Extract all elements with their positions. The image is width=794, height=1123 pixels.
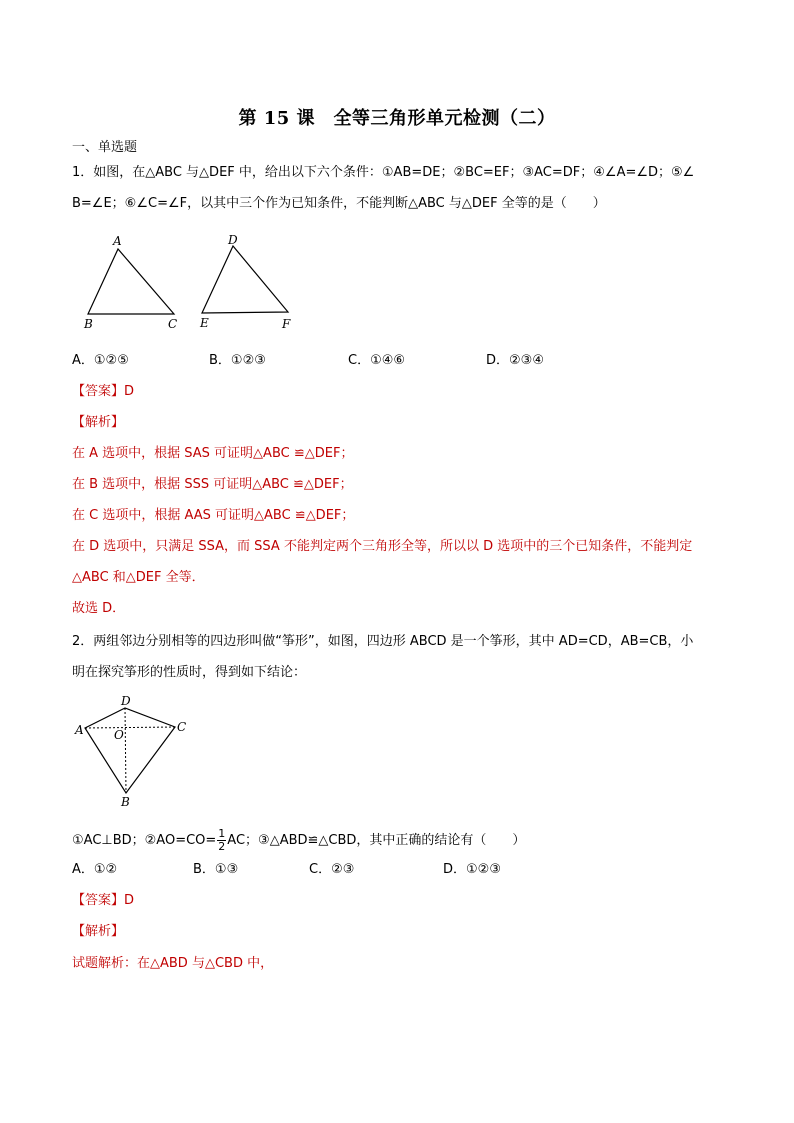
q1-option-a: A．①②⑤ [72,353,129,368]
q1-option-d: D．②③④ [486,353,544,368]
diagonal-bd [125,708,126,793]
q2-option-a: A．①② [72,862,118,877]
q2-stem-line2: 明在探究筝形的性质时，得到如下结论： [72,665,307,680]
fraction-one-half [217,828,226,853]
page-title: 第 15 课 全等三角形单元检测（二） [238,108,556,129]
label-a: A [113,234,122,248]
q1-analysis-line3: 在 C 选项中，根据 AAS 可证明△ABC ≌△DEF； [72,508,355,523]
triangle-abc [88,249,174,314]
diagonal-ac [85,727,175,728]
q2-conclusions [72,823,732,859]
q1-analysis-line4: 在 D 选项中，只满足 SSA，而 SSA 不能判定两个三角形全等，所以以 D 选项中的三个已知条件，不能判定 [72,539,693,554]
label-b: B [84,317,93,331]
q2-answer: 【答案】D [72,893,135,908]
q1-analysis-label: 【解析】 [72,415,125,430]
label-b: B [121,795,130,809]
label-e: E [200,316,209,330]
q2-option-b: B．①③ [193,862,239,877]
q2-option-d: D．①②③ [443,862,501,877]
q2-analysis-label: 【解析】 [72,924,125,939]
fraction-numerator: 1 [218,827,226,840]
triangle-def [202,246,288,313]
fraction-denominator: 2 [218,840,226,853]
q2-conclusion-pre: ①AC⊥BD；②AO=CO= [72,833,217,848]
label-c: C [177,720,187,734]
q1-option-b: B．①②③ [209,353,266,368]
q1-stem-line1: 1．如图，在△ABC 与△DEF 中，给出以下六个条件：①AB=DE；②BC=EF；③AC=DF；④∠A=∠D；⑤∠ [72,165,695,180]
q1-analysis-line2: 在 B 选项中，根据 SSS 可证明△ABC ≌△DEF； [72,477,353,492]
label-o: O [114,728,124,742]
q1-option-c: C．①④⑥ [348,353,406,368]
kite-abcd [85,708,175,793]
label-d: D [228,233,238,247]
label-a: A [75,723,84,737]
section-heading: 一、单选题 [72,140,138,155]
q1-triangles-figure [78,230,308,335]
q1-analysis-line6: 故选 D． [72,601,126,616]
q1-stem-line2: B=∠E；⑥∠C=∠F，以其中三个作为已知条件，不能判断△ABC 与△DEF 全等的是（ ） [72,196,606,211]
label-c: C [168,317,178,331]
q2-conclusion-post: AC；③△ABD≌△CBD，其中正确的结论有（ ） [227,833,526,848]
label-d: D [121,694,131,708]
q1-analysis-line1: 在 A 选项中，根据 SAS 可证明△ABC ≌△DEF； [72,446,354,461]
q1-analysis-line5: △ABC 和△DEF 全等． [72,570,205,585]
q2-option-c: C．②③ [309,862,355,877]
label-f: F [282,317,291,331]
q2-kite-figure [70,693,200,811]
q2-stem-line1: 2．两组邻边分别相等的四边形叫做“筝形”，如图，四边形 ABCD 是一个筝形，其中 AD=CD，AB=CB，小 [72,634,694,649]
q1-answer: 【答案】D [72,384,135,399]
q2-analysis-line1: 试题解析：在△ABD 与△CBD 中， [72,956,274,971]
